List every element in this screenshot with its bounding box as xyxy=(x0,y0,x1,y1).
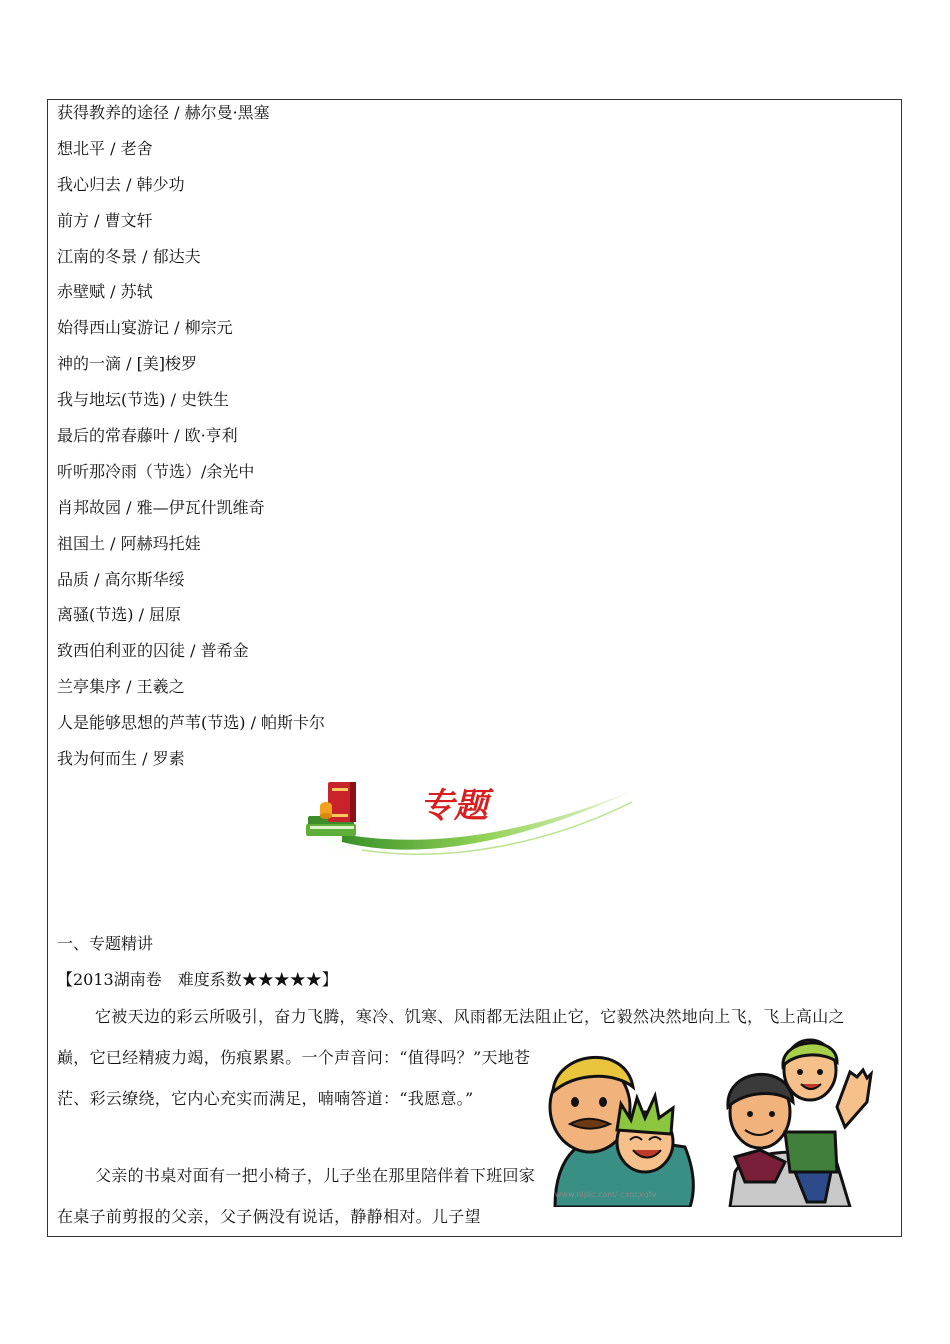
paragraph-1-continued: 巅，它已经精疲力竭，伤痕累累。一个声音问：“值得吗？”天地苍茫、彩云缭绕，它内心充实而满足，喃喃答道：“我愿意。” xyxy=(57,1048,531,1108)
list-item: 致西伯利亚的囚徒 / 普希金 xyxy=(57,641,249,661)
list-item: 我为何而生 / 罗素 xyxy=(57,749,185,769)
image-watermark: www.nipic.com/ cxqcxqtv xyxy=(555,1190,657,1199)
section-heading: 一、专题精讲 xyxy=(57,934,154,953)
father-son-illustration xyxy=(545,1032,875,1207)
list-item: 祖国土 / 阿赫玛托娃 xyxy=(57,533,201,553)
list-item: 我心归去 / 韩少功 xyxy=(57,174,185,194)
list-item: 想北平 / 老舍 xyxy=(57,138,153,158)
list-item: 我与地坛(节选) / 史铁生 xyxy=(57,390,230,410)
father-hugging-son-image xyxy=(550,1057,693,1207)
reading-list xyxy=(57,100,325,782)
topic-banner xyxy=(302,772,642,864)
list-item: 肖邦故园 / 雅—伊瓦什凯维奇 xyxy=(57,497,265,517)
list-item: 神的一滴 / [美]梭罗 xyxy=(57,354,198,374)
paragraph-1-line-1: 它被天边的彩云所吸引，奋力飞腾，寒冷、饥寒、风雨都无法阻止它，它毅然决然地向上飞，飞上高山之 xyxy=(95,1007,845,1026)
list-item: 前方 / 曹文轩 xyxy=(57,210,153,230)
list-item: 江南的冬景 / 郁达夫 xyxy=(57,246,201,266)
question-source: 【2013湖南卷 难度系数★★★★★】 xyxy=(57,970,338,989)
list-item: 品质 / 高尔斯华绥 xyxy=(57,569,185,589)
list-item: 获得教养的途径 / 赫尔曼·黑塞 xyxy=(57,103,270,122)
list-item: 赤壁赋 / 苏轼 xyxy=(57,282,153,302)
list-item: 始得西山宴游记 / 柳宗元 xyxy=(57,318,233,338)
list-item: 听听那冷雨（节选）/余光中 xyxy=(57,461,255,481)
paragraph-2: 父亲的书桌对面有一把小椅子，儿子坐在那里陪伴着下班回家在桌子前剪报的父亲，父子俩没有说话，静静相对。儿子望 xyxy=(57,1166,536,1226)
father-lifting-son-image xyxy=(728,1040,871,1207)
books-icon xyxy=(306,782,356,836)
list-item: 兰亭集序 / 王羲之 xyxy=(57,677,185,697)
banner-title: 专题 xyxy=(420,786,488,826)
list-item: 最后的常春藤叶 / 欧·亨利 xyxy=(57,426,238,446)
list-item: 离骚(节选) / 屈原 xyxy=(57,605,182,625)
list-item: 人是能够思想的芦苇(节选) / 帕斯卡尔 xyxy=(57,713,326,733)
